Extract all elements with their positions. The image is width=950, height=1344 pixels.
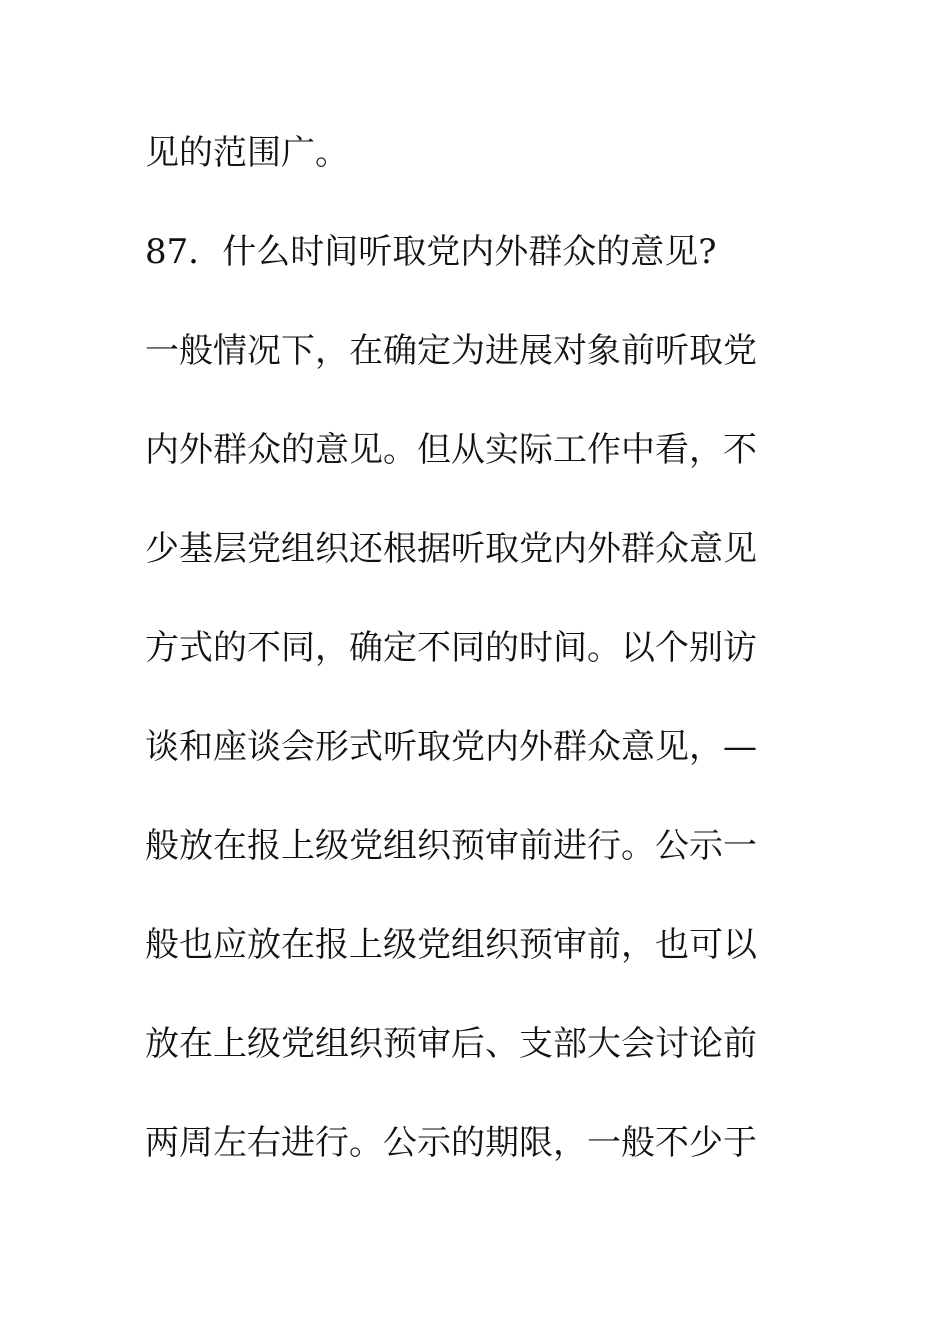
text-line: 两周左右进行。公示的期限，一般不少于 — [145, 1123, 757, 1163]
text-line: 谈和座谈会形式听取党内外群众意见，— — [145, 727, 757, 767]
text-line: 般也应放在报上级党组织预审前，也可以 — [145, 925, 757, 965]
text-line: 少基层党组织还根据听取党内外群众意见 — [145, 529, 757, 569]
text-line: 内外群众的意见。但从实际工作中看，不 — [145, 430, 757, 470]
text-line: 般放在报上级党组织预审前进行。公示一 — [145, 826, 757, 866]
text-line: 一般情况下，在确定为进展对象前听取党 — [145, 331, 757, 371]
text-line: 放在上级党组织预审后、支部大会讨论前 — [145, 1024, 757, 1064]
text-line: 方式的不同，确定不同的时间。以个别访 — [145, 628, 757, 668]
question-heading: 87．什么时间听取党内外群众的意见? — [145, 232, 717, 272]
text-line: 见的范围广。 — [145, 133, 349, 173]
